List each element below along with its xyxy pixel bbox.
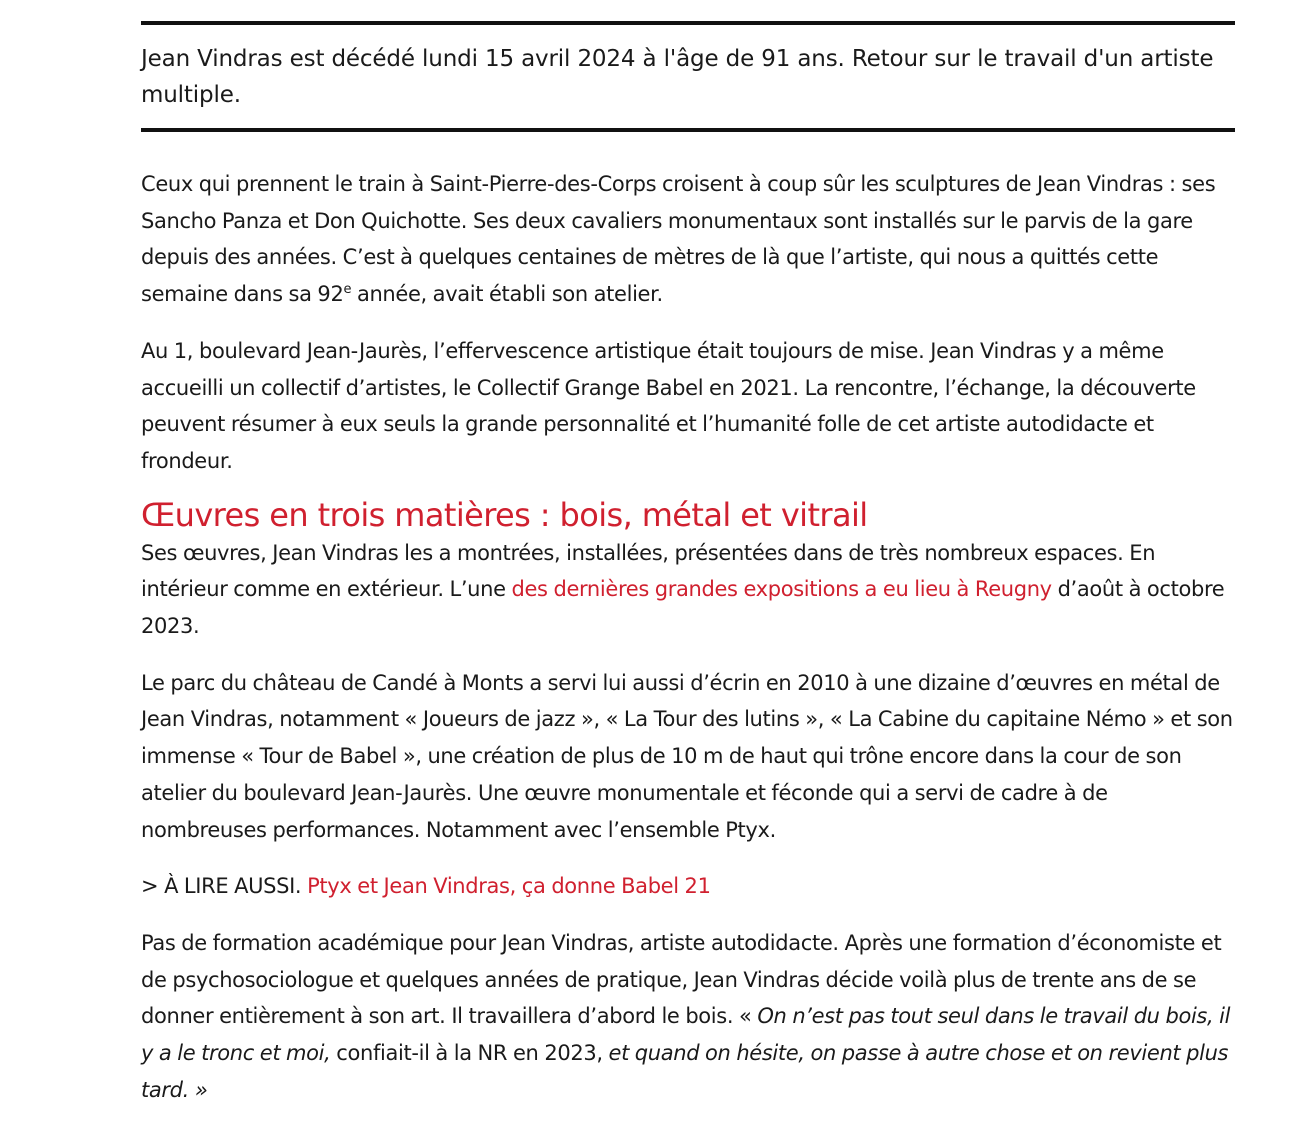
quote-close: » (189, 1077, 208, 1102)
paragraph-2: Au 1, boulevard Jean-Jaurès, l’effervescence artistique était toujours de mise. Jean Vindras y a même accueilli un collectif d’artistes, le Collectif Grange Babel en 2021. La rencontre, l’échange, la découverte peuvent résumer à eux seuls la grande personnalité et l’humanité folle de cet artiste autodidacte et frondeur. (141, 338, 1196, 473)
section-heading: Œuvres en trois matières : bois, métal et vitrail (141, 495, 868, 534)
paragraph-5 (141, 925, 1235, 1109)
paragraph-1 (141, 166, 1235, 313)
quote-attribution: confiait-il à la NR en 2023, (330, 1041, 609, 1066)
quote-part-1: On n’est pas tout seul dans le travail du bois, il y a le tronc et moi, (141, 1004, 1231, 1066)
quote-part-2: et quand on hésite, on passe à autre chose et on revient plus tard. (141, 1041, 1229, 1102)
paragraph-1-text: Ceux qui prennent le train à Saint-Pierre-des-Corps croisent à coup sûr les sculptures de Jean Vindras : ses Sancho Panza et Don Quichotte. Ses deux cavaliers monumentaux sont installés sur le parvis de la gare depuis des années. C’est à quelques centaines de mètres de là que l’artiste, qui nous a quittés cette semaine dans sa 92 (141, 172, 1216, 307)
read-also-link[interactable]: Ptyx et Jean Vindras, ça donne Babel 21 (307, 874, 711, 899)
paragraph-1-text-end: année, avait établi son atelier. (351, 282, 663, 307)
ordinal-superscript: e (343, 282, 352, 298)
paragraph-3 (141, 535, 1235, 645)
article-lead: Jean Vindras est décédé lundi 15 avril 2024 à l'âge de 91 ans. Retour sur le travail d'un artiste multiple. (141, 21, 1235, 132)
paragraph-4: Le parc du château de Candé à Monts a servi lui aussi d’écrin en 2010 à une dizaine d’œuvres en métal de Jean Vindras, notamment « Joueurs de jazz », « La Tour des lutins », « La Cabine du capitaine Némo » et son immense « Tour de Babel », une création de plus de 10 m de haut qui trône encore dans la cour de son atelier du boulevard Jean-Jaurès. Une œuvre monumentale et féconde qui a servi de cadre à de nombreuses performances. Notamment avec l’ensemble Ptyx. (141, 670, 1233, 842)
paragraph-3-text-end: d’août à octobre 2023. (141, 577, 1225, 639)
paragraph-5-text: Pas de formation académique pour Jean Vindras, artiste autodidacte. Après une formation d’économiste et de psychosociologue et quelques années de pratique, Jean Vindras décide voilà plus de trente ans de se donner entièrement à son art. Il travaillera d’abord le bois. « (141, 930, 1222, 1029)
paragraph-3-text: Ses œuvres, Jean Vindras les a montrées, installées, présentées dans de très nombreux espaces. En intérieur comme en extérieur. L’une (141, 540, 1156, 602)
reugny-exhibition-link[interactable]: des dernières grandes expositions a eu lieu à Reugny (511, 577, 1052, 602)
read-also (141, 868, 1235, 905)
article-body (141, 21, 1235, 1128)
read-also-prefix: > À LIRE AUSSI. (141, 874, 308, 899)
